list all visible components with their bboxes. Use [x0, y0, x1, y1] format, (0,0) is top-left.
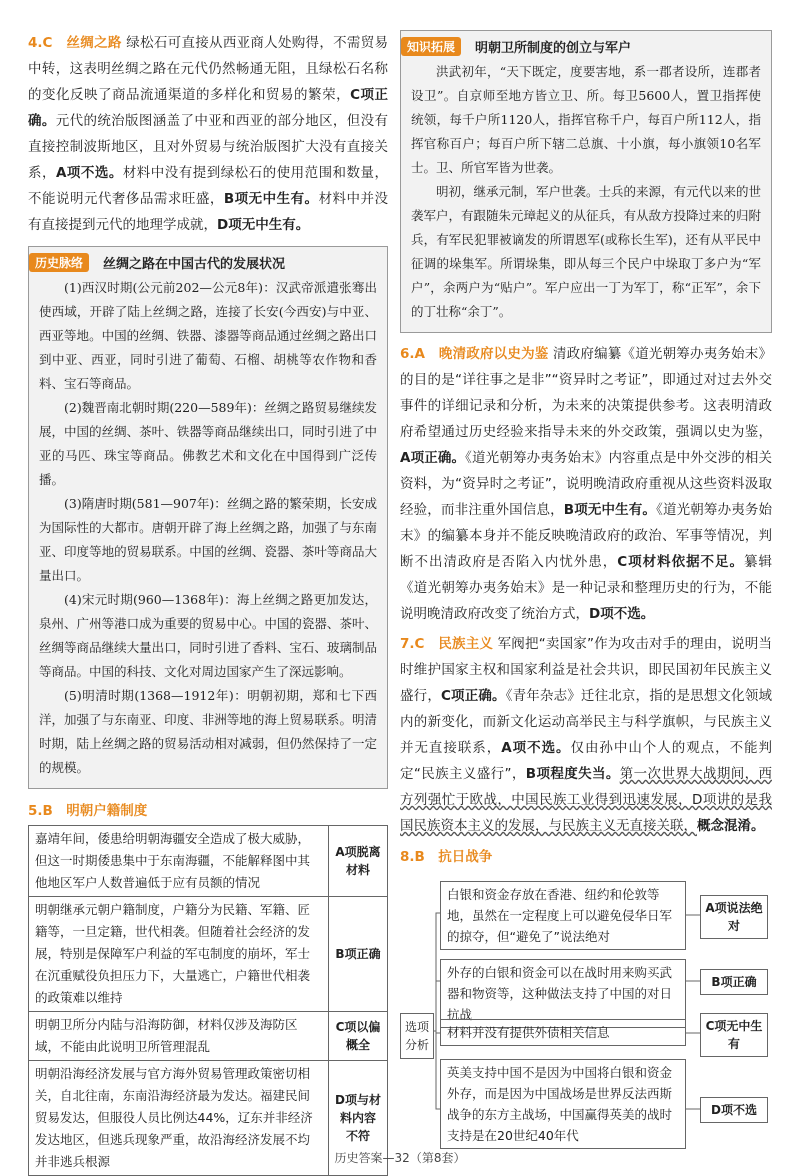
right-column	[400, 30, 772, 1173]
q5-row-verdict: A项脱离材料	[329, 826, 388, 897]
q7-conclusion-3: B项程度失当。	[525, 766, 620, 782]
q4-text-4: 材料中并没有直接提到元代的地理学成就，	[28, 191, 389, 233]
q8-section	[400, 845, 772, 1173]
q8-verdict: D项不选	[700, 1097, 768, 1123]
option-analysis-label: 选项分析	[400, 1013, 434, 1059]
q8-option-diagram	[400, 873, 772, 1173]
knowledge-para: 洪武初年，“天下既定，度要害地，系一郡者设所，连郡者设卫”。自京师至地方皆立卫、所。每卫5600人，置卫指挥使统领，每千户所1120人，指挥官称千户，每百户所112人，指挥官称百户；每百户所下辖二总旗、十小旗，每小旗领10名军士。卫、所官军皆为世袭。	[411, 64, 761, 175]
q5-analysis-table	[28, 825, 388, 1176]
q7-conclusion-2: A项不选。	[501, 740, 571, 756]
q4-head: 4.C 丝绸之路	[28, 35, 122, 51]
knowledge-para: 明初，继承元制，军户世袭。士兵的来源，有元代以来的世袭军户，有跟随朱元璋起义的从征兵，有从敌方投降过来的归附兵，有军民犯罪被谪发的所谓恩军(或称长生军)，还有从平民中征调的垛集军。所谓垛集，即从每三个民户中垛取丁多户为“军户”，余两户为“贴户”。军户应出一丁为军丁，称“正军”，余下的丁壮称“余丁”。	[411, 184, 762, 319]
knowledge-box-header	[401, 37, 761, 56]
q5-row-verdict: D项与材料内容不符	[329, 1061, 388, 1176]
q6-text-1: 清政府编纂《道光朝筹办夷务始末》的目的是“详往事之是非”“资异时之考证”，即通过对过去外交事件的详细记录和分析，为未来的决策提供参考。这表明清政府希望通过历史经验来指导未来的外交政策，强调以史为鉴，	[400, 346, 772, 440]
table-row	[29, 826, 388, 897]
table-row	[29, 897, 388, 1012]
history-context-box	[28, 246, 388, 789]
q6-conclusion-4: D项不选。	[589, 606, 655, 622]
q8-verdict: C项无中生有	[700, 1013, 768, 1057]
history-para: (3)隋唐时期(581—907年)：丝绸之路的繁荣期，长安成为国际性的大都市。唐朝开辟了海上丝绸之路，加强了与东南亚、印度等地的贸易联系。中国的丝绸、瓷器、茶叶等商品大量出口。	[39, 496, 377, 583]
knowledge-tag: 知识拓展	[401, 37, 461, 56]
q8-item: 材料并没有提供外债相关信息	[440, 1019, 686, 1046]
q6-head: 6.A 晚清政府以史为鉴	[400, 346, 549, 362]
q6-answer	[400, 341, 772, 627]
q6-text-4: 纂辑《道光朝筹办夷务始末》是一种记录和整理历史的行为，不能说明晚清政府改变了统治方式，	[400, 554, 772, 622]
q5-section	[28, 799, 388, 1176]
q4-text-1: 绿松石可直接从西亚商人处购得，不需贸易中转，这表明丝绸之路在元代仍然畅通无阻，且绿松石名称的变化反映了商品流通渠道的多样化和贸易的繁荣，	[28, 35, 389, 103]
q6-conclusion-3: C项材料依据不足。	[617, 554, 745, 570]
left-column	[28, 30, 388, 1176]
q4-answer	[28, 30, 388, 238]
history-para: (2)魏晋南北朝时期(220—589年)：丝绸之路贸易继续发展，中国的丝绸、茶叶、铁器等商品继续出口，同时引进了中亚的马匹、珠宝等商品。佛教艺术和文化在中国得到广泛传播。	[39, 400, 377, 487]
q5-row-text: 明朝继承元朝户籍制度，户籍分为民籍、军籍、匠籍等，一旦定籍，世代相袭。但随着社会经济的发展，特别是保障军户利益的军屯制度的崩坏，军士在沉重赋役负担压力下，大量逃亡，户籍世代相袭的政策难以维持	[29, 897, 329, 1012]
q7-text-1: 军阀把“卖国家”作为攻击对手的理由，说明当时维护国家主权和国家利益是社会共识，即民国初年民族主义盛行，	[400, 636, 772, 704]
q8-item: 外存的白银和资金可以在战时用来购买武器和物资等，这种做法支持了中国的对日抗战	[440, 959, 686, 1028]
history-box-header	[29, 253, 377, 272]
history-para: (5)明清时期(1368—1912年)：明朝初期，郑和七下西洋，加强了与东南亚、印度、非洲等地的海上贸易联系。明清时期，陆上丝绸之路的贸易活动相对减弱，但仍然保持了一定的规模。	[39, 688, 377, 775]
q4-conclusion-4: D项无中生有。	[217, 217, 310, 233]
history-tag: 历史脉络	[29, 253, 89, 272]
q8-verdict: B项正确	[700, 969, 768, 995]
q7-text-2: 《青年杂志》迁往北京，指的是思想文化领域内的新变化，而新文化运动高举民主与科学旗帜，与民族主义并无直接联系，	[400, 688, 772, 756]
knowledge-box-title: 明朝卫所制度的创立与军户	[475, 41, 632, 56]
q6-conclusion-1: A项正确。	[400, 450, 466, 466]
q4-conclusion-2: A项不选。	[55, 165, 123, 181]
q5-row-text: 嘉靖年间，倭患给明朝海疆安全造成了极大威胁，但这一时期倭患集中于东南海疆，不能解释图中其他地区军户人数普遍低于应有员额的情况	[29, 826, 329, 897]
knowledge-box	[400, 30, 772, 333]
q8-verdict: A项说法绝对	[700, 895, 768, 939]
q7-text-3: 仅由孙中山个人的观点，不能判定“民族主义盛行”，	[400, 740, 773, 782]
q4-conclusion-1: C项正确。	[28, 87, 388, 129]
page-footer: 历史答案—32（第8套）	[334, 1151, 466, 1165]
q7-text-4: 第一次世界大战期间，西方列强忙于欧战，中国民族工业得到迅速发展，D项讲的是我国民族资本主义的发展，与民族主义无直接关联，	[400, 766, 772, 834]
q6-conclusion-2: B项无中生有。	[563, 502, 657, 518]
q6-text-3: 《道光朝筹办夷务始末》的编纂本身并不能反映晚清政府的政治、军事等情况，判断不出清政府是否陷入内忧外患，	[400, 502, 773, 570]
history-box-title: 丝绸之路在中国古代的发展状况	[103, 257, 286, 272]
q5-row-text: 明朝卫所分内陆与沿海防御，材料仅涉及海防区域，不能由此说明卫所管理混乱	[29, 1012, 329, 1061]
q5-row-verdict: B项正确	[329, 897, 388, 1012]
q7-conclusion-4: 概念混淆。	[697, 818, 765, 834]
history-para: (4)宋元时期(960—1368年)：海上丝绸之路更加发达，泉州、广州等港口成为重要的贸易中心。中国的瓷器、茶叶、丝绸等商品继续大量出口，同时引进了香料、宝石、玻璃制品等商品。中国的科技、文化对周边国家产生了深远影响。	[39, 592, 377, 679]
q6-text-2: 《道光朝筹办夷务始末》内容重点是中外交涉的相关资料，为“资异时之考证”，说明晚清政府重视从这些资料汲取经验，而非注重外国信息，	[400, 450, 772, 518]
table-row	[29, 1012, 388, 1061]
q8-item: 白银和资金存放在香港、纽约和伦敦等地，虽然在一定程度上可以避免侵华日军的掠夺，但“避免了”说法绝对	[440, 881, 686, 950]
q8-head: 8.B 抗日战争	[400, 849, 493, 865]
q8-item: 英美支持中国不是因为中国将白银和资金外存，而是因为中国战场是世界反法西斯战争的东方主战场，中国赢得英美的战时支持是在20世纪40年代	[440, 1059, 686, 1149]
q7-conclusion-1: C项正确。	[440, 688, 506, 704]
q4-text-2: 元代的统治版图涵盖了中亚和西亚的部分地区，但没有直接控制波斯地区，且对外贸易与统治版图扩大没有直接关系，	[28, 113, 389, 181]
q5-row-verdict: C项以偏概全	[329, 1012, 388, 1061]
history-para: (1)西汉时期(公元前202—公元8年)：汉武帝派遣张骞出使西域，开辟了陆上丝绸之路，连接了长安(今西安)与中亚、西亚等地。中国的丝绸、铁器、漆器等商品通过丝绸之路出口到中亚、西亚，同时引进了葡萄、石榴、胡桃等农作物和香料、宝石等商品。	[39, 280, 377, 391]
q4-text-3: 材料中没有提到绿松石的使用范围和数量，不能说明元代奢侈品需求旺盛，	[28, 165, 389, 207]
q4-conclusion-3: B项无中生有。	[223, 191, 319, 207]
q7-head: 7.C 民族主义	[400, 636, 494, 652]
q7-answer	[400, 631, 772, 839]
q5-head: 5.B 明朝户籍制度	[28, 803, 148, 819]
q5-row-text: 明朝沿海经济发展与官方海外贸易管理政策密切相关，自北往南，东南沿海经济最为发达。福建民间贸易发达，但服役人员比例达44%，辽东并非经济发达地区，但逃兵现象严重，故沿海经济发展不均并非逃兵根源	[29, 1061, 329, 1176]
